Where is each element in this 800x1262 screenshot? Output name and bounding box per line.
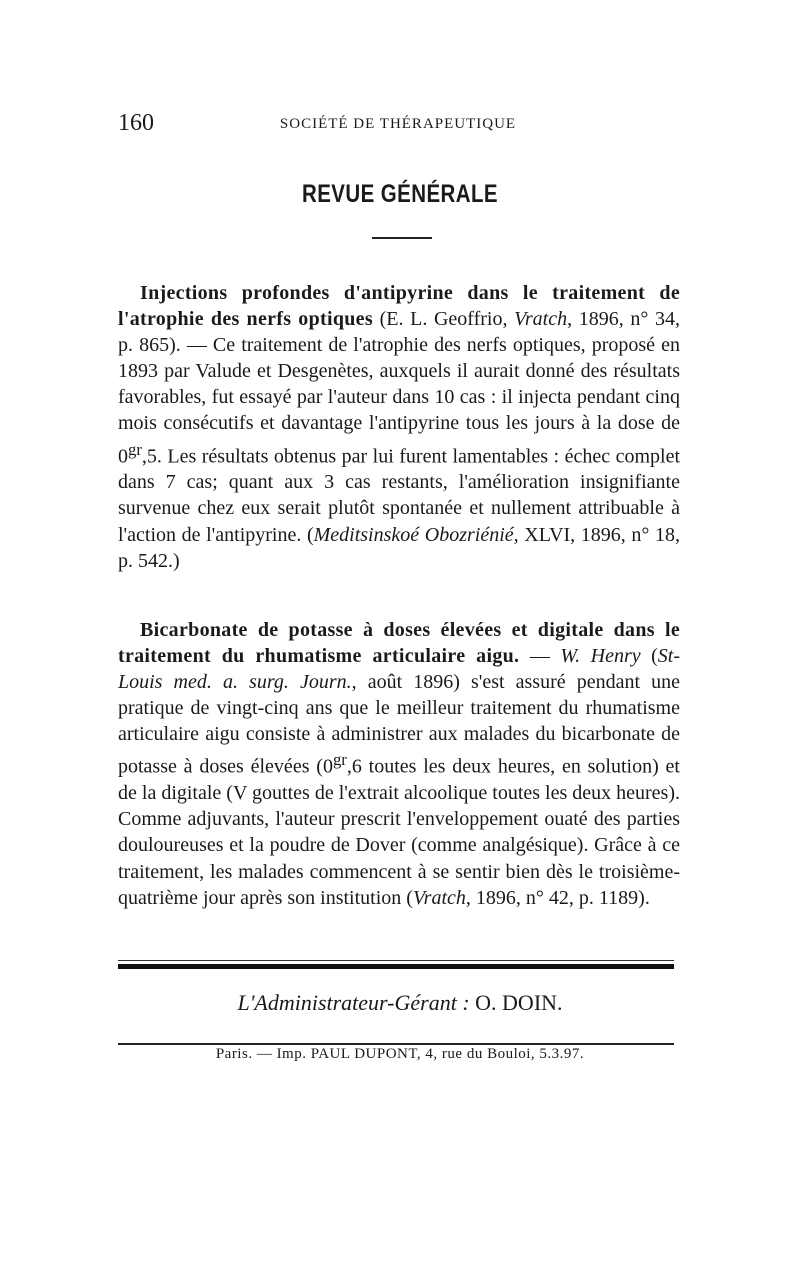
running-head: SOCIÉTÉ DE THÉRAPEUTIQUE bbox=[279, 116, 517, 132]
imprint-rule bbox=[118, 1043, 674, 1045]
article-antipyrine: Injections profondes d'antipyrine dans le traitement de l'atrophie des nerfs optiques (E. L. Geoffrio, Vratch, 1896, n° 34, p. 865). — Ce traitement de l'atrophie des nerfs optiques, proposé en 1893 par Valude et Desgenètes, auxquels il aurait donné des résultats favorables, fut essayé par l'auteur dans 10 cas : il injecta pendant cinq mois consécutifs et davantage l'antipyrine tous les jours à la dose de $0^{gr},5$. Les résultats obtenus par lui furent lamentables : échec complet dans 7 cas; quant aux 3 cas restants, l'amélioration insignifiante survenue chez eux serait plutôt spontanée et nullement attribuable à l'action de l'antipyrine. (Meditsinskoé Obozriénié, XLVI, 1896, n° 18, p. 542.) bbox=[118, 282, 681, 572]
article-heading: Injections profondes d'antipyrine dans le traitement de l'atrophie des nerfs optiques bbox=[118, 282, 680, 331]
article-bicarbonate: Bicarbonate de potasse à doses élevées et digitale dans le traitement du rhumatisme articulaire aigu. — W. Henry (St-Louis med. a. surg. Journ., août 1896) s'est assuré pendant une pratique de vingt-cinq ans que le meilleur traitement du rhumatisme articulaire aigu consiste à administrer aux malades du bicarbonate de potasse à doses élevées ($0^{gr},6$ toutes les deux heures, en solution) et de la digitale (V gouttes de l'extrait alcoolique toutes les deux heures). Comme adjuvants, l'auteur prescrit l'enveloppement ouaté des parties douloureuses et la poudre de Dover (comme analgésique). Grâce à ce traitement, les malades commencent à se sentir bien dès le troisième-quatrième jour après son institution (Vratch, 1896, n° 42, p. 1189). bbox=[118, 619, 680, 909]
author-name: W. Henry bbox=[560, 645, 641, 668]
administrator-name: O. DOIN. bbox=[469, 990, 563, 1015]
page-number: 160 bbox=[118, 110, 154, 136]
administrator-line bbox=[0, 990, 800, 1016]
printer-imprint: Paris. — Imp. PAUL DUPONT, 4, rue du Bouloi, 5.3.97. bbox=[215, 1046, 585, 1062]
page-header bbox=[118, 110, 678, 146]
journal-name: Vratch bbox=[412, 886, 466, 909]
thin-rule bbox=[118, 960, 674, 961]
article-heading: Bicarbonate de potasse à doses élevées et digitale dans le traitement du rhumatisme articulaire aigu. bbox=[118, 619, 680, 668]
thick-rule bbox=[118, 964, 674, 969]
title-divider bbox=[372, 237, 432, 239]
administrator-label: L'Administrateur-Gérant : bbox=[237, 990, 470, 1015]
section-title: REVUE GÉNÉRALE bbox=[302, 180, 498, 208]
source-name: St-Louis med. a. surg. Journ. bbox=[118, 645, 680, 694]
source-name: Meditsinskoé Obozriénié bbox=[313, 523, 514, 546]
journal-name: Vratch bbox=[514, 308, 568, 331]
